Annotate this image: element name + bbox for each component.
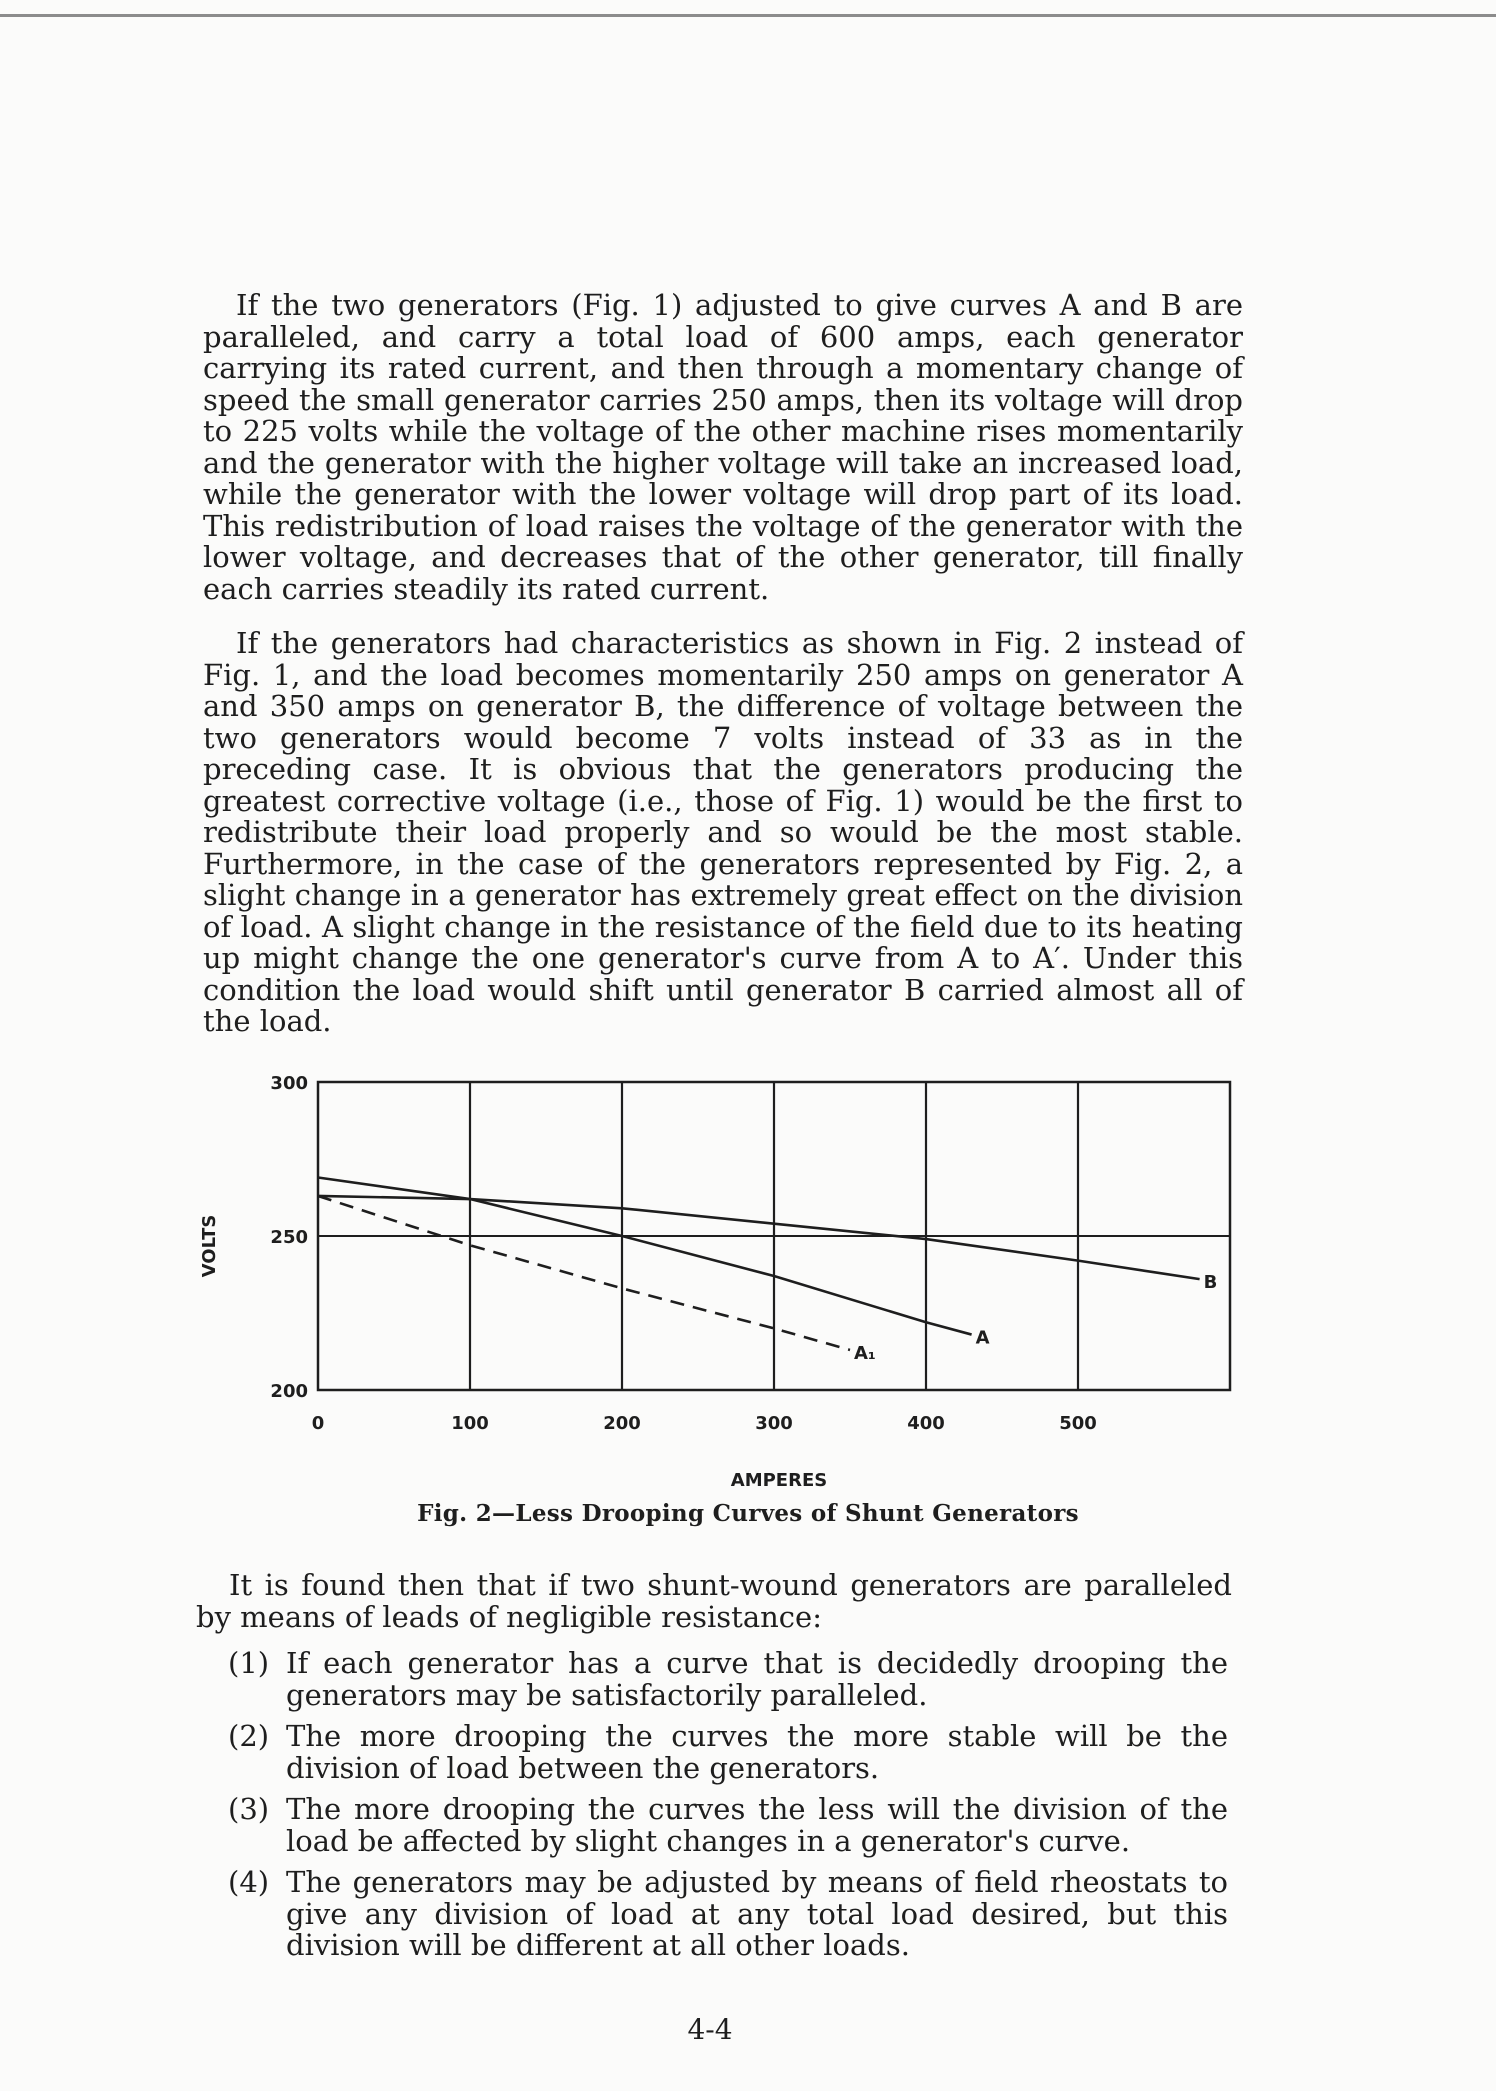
- series-line-a-prime: [318, 1196, 850, 1350]
- y-axis-label: VOLTS: [199, 1214, 220, 1278]
- list-number: (4): [228, 1865, 270, 1899]
- series-label: A: [975, 1327, 990, 1349]
- list-number: (2): [228, 1719, 270, 1753]
- list-text: The generators may be adjusted by means of field rheostats to give any division of load at any total load desired, but this division will be different at all other loads.: [286, 1865, 1228, 1962]
- paragraph-3: It is found then that if two shunt-wound generators are paralleled by means of leads of negligible resistance:: [196, 1568, 1232, 1634]
- x-tick-label: 300: [755, 1413, 793, 1434]
- x-tick-label: 200: [603, 1413, 641, 1434]
- x-tick-label: 100: [451, 1413, 489, 1434]
- paragraph-2: If the generators had characteristics as shown in Fig. 2 instead of Fig. 1, and the load becomes momentarily 250 amps on generator A and 350 amps on generator B, the difference of voltage between the two generators would become 7 volts instead of 33 as in the preceding case. It is obvious that the generators producing the greatest corrective voltage (i.e., those of Fig. 1) would be the first to redistribute their load properly and so would be the most stable. Furthermore, in the case of the generators represented by Fig. 2, a slight change in a generator has extremely great effect on the division of load. A slight change in the resistance of the field due to its heating up might change the one generator's curve from A to A′. Under this condition the load would shift until generator B carried almost all of the load.: [203, 626, 1243, 1038]
- figure-caption: Fig. 2—Less Drooping Curves of Shunt Generators: [417, 1500, 1079, 1527]
- series-label: A₁: [854, 1342, 876, 1364]
- list-item: [228, 1794, 1228, 1857]
- paragraph-1: If the two generators (Fig. 1) adjusted to give curves A and B are paralleled, and carry a total load of 600 amps, each generator carrying its rated current, and then through a momentary change of speed the small generator carries 250 amps, then its voltage will drop to 225 volts while the voltage of the other machine rises momentarily and the generator with the higher voltage will take an increased load, while the generator with the lower voltage will drop part of its load. This redistribution of load raises the voltage of the generator with the lower voltage, and decreases that of the other generator, till finally each carries steadily its rated current.: [203, 288, 1243, 606]
- page-number: 4-4: [687, 2013, 733, 2046]
- chart-svg: [180, 1050, 1270, 1491]
- x-tick-label: 500: [1059, 1413, 1097, 1434]
- x-axis-label: AMPERES: [730, 1470, 828, 1491]
- list-number: (3): [228, 1792, 270, 1826]
- list-number: (1): [228, 1646, 270, 1680]
- list-item: [228, 1648, 1228, 1711]
- y-tick-label: 200: [270, 1381, 308, 1402]
- list-item: [228, 1867, 1228, 1962]
- list-item: [228, 1721, 1228, 1784]
- x-tick-label: 400: [907, 1413, 945, 1434]
- y-tick-label: 250: [270, 1227, 308, 1248]
- list-text: If each generator has a curve that is decidedly drooping the generators may be satisfactorily paralleled.: [286, 1646, 1228, 1712]
- series-label: B: [1203, 1272, 1218, 1294]
- figure-2-chart: [180, 1050, 1270, 1491]
- x-tick-label: 0: [311, 1413, 325, 1434]
- top-rule: [0, 14, 1496, 17]
- list-text: The more drooping the curves the less will the division of the load be affected by slight changes in a generator's curve.: [286, 1792, 1228, 1858]
- y-tick-label: 300: [270, 1073, 308, 1094]
- series-line-a: [318, 1177, 972, 1334]
- list-text: The more drooping the curves the more stable will be the division of load between the generators.: [286, 1719, 1228, 1785]
- conclusions-list: [228, 1648, 1228, 1972]
